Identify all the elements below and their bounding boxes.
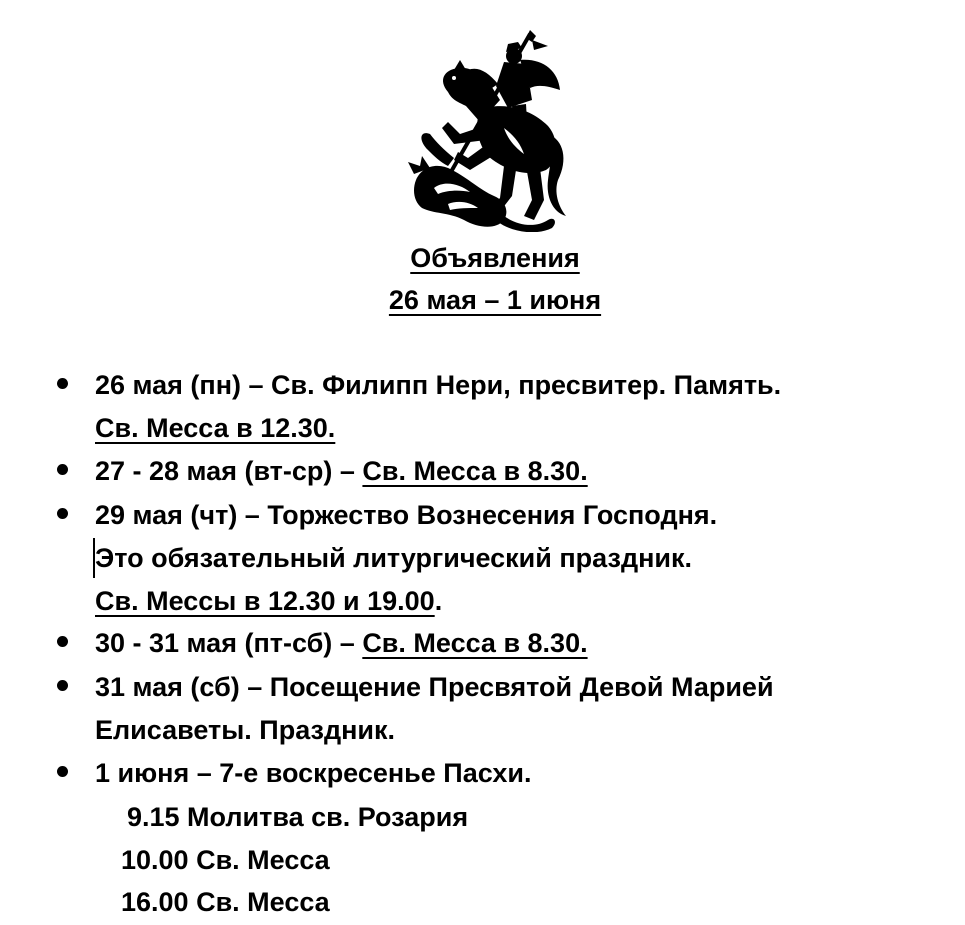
page-title — [0, 242, 965, 274]
date-prefix: 30 - 31 мая (пт-сб) – — [95, 628, 363, 658]
bullet-icon — [57, 636, 68, 647]
title-text: Объявления — [410, 243, 580, 273]
list-item-6-line-1: 1 июня – 7-е воскресенье Пасхи. — [95, 758, 532, 788]
mass-time: Св. Мессы в 12.30 и 19.00 — [95, 586, 435, 616]
date-prefix: 27 - 28 мая (вт-ср) – — [95, 456, 363, 486]
list-item-5-line-2: Елисаветы. Праздник. — [95, 715, 396, 745]
date-range-text: 26 мая – 1 июня — [388, 285, 602, 315]
bullet-icon — [57, 766, 68, 777]
list-item-5-line-1: 31 мая (сб) – Посещение Пресвятой Девой Марией — [95, 672, 774, 702]
date-range — [0, 284, 965, 316]
schedule-entry: 16.00 Св. Месса — [121, 887, 330, 917]
list-item-1-line-1: 26 мая (пн) – Св. Филипп Нери, пресвитер. Память. — [95, 370, 782, 400]
list-item-3-line-2: Это обязательный литургический праздник. — [95, 543, 693, 573]
mass-time: Св. Месса в 12.30. — [95, 413, 336, 443]
list-item-3-line-1: 29 мая (чт) – Торжество Вознесения Господня. — [95, 500, 718, 530]
list-item-4 — [95, 627, 588, 659]
list-item-1-line-2 — [95, 412, 335, 444]
bullet-icon — [57, 464, 68, 475]
period: . — [434, 586, 443, 616]
mass-time: Св. Месса в 8.30. — [362, 456, 588, 486]
bullet-icon — [57, 680, 68, 691]
bullet-icon — [57, 378, 68, 389]
schedule-entry: 9.15 Молитва св. Розария — [127, 802, 469, 832]
schedule-entry: 10.00 Св. Месса — [121, 845, 330, 875]
st-george-dragon-icon — [408, 30, 568, 232]
bullet-icon — [57, 508, 68, 519]
list-item-3-line-3 — [95, 585, 442, 617]
mass-time: Св. Месса в 8.30. — [362, 628, 588, 658]
list-item-2 — [95, 455, 588, 487]
